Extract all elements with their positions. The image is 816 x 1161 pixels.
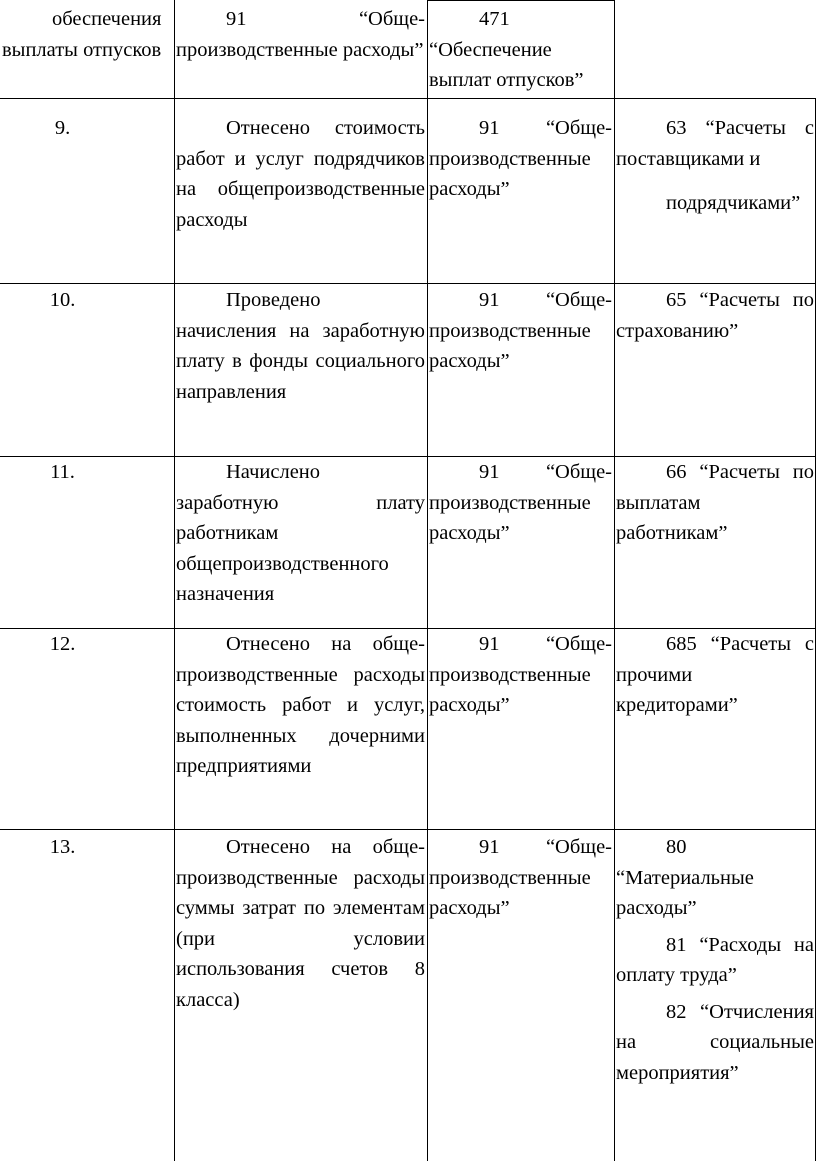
row-11-credit: 66 “Расчеты по выплатам работникам” <box>616 461 814 544</box>
row-13-credit-line-3: 82 “Отчисления на социальные мероприятия” <box>616 1000 814 1084</box>
row-12-operation: Отнесено на обще-производственные расходы стоимость работ и услуг, выполненных дочерними предприятиями <box>176 633 425 777</box>
row-9-debit: 91 “Обще-производственные расходы” <box>429 117 612 200</box>
row-10-operation: Проведено начисления на заработную плату в фонды социального направления <box>176 289 425 403</box>
row-border <box>0 283 816 284</box>
row-11-operation: Начислено заработную плату работникам общепроизводственного назначения <box>176 461 425 605</box>
row-9-operation: Отнесено стоимость работ и услуг подрядчиков на общепроизводственные расходы <box>176 117 425 231</box>
row-0-credit: 471 “Обеспечение выплат отпусков” <box>429 8 584 91</box>
row-13-debit: 91 “Обще-производственные расходы” <box>429 836 612 919</box>
row-13-credit-line-2: 81 “Расходы на оплату труда” <box>616 933 814 986</box>
row-12-debit: 91 “Обще-производственные расходы” <box>429 633 612 716</box>
row-10-debit: 91 “Обще-производственные расходы” <box>429 289 612 372</box>
row-9-number: 9. <box>54 117 71 139</box>
col-divider-3 <box>614 0 615 1161</box>
row-13-credit-line-1: 80 “Материальные расходы” <box>616 836 754 919</box>
row-13-operation: Отнесено на обще-производственные расходы суммы затрат по элементам (при условии использования счетов 8 класса) <box>176 836 425 1011</box>
row-0-debit: 91 “Обще-производственные расходы” <box>176 8 425 61</box>
col-divider-1 <box>174 0 175 1161</box>
row-border <box>0 829 816 830</box>
row-12-number: 12. <box>49 633 76 655</box>
row-13-credit <box>616 832 814 1088</box>
row-9-credit <box>616 113 814 219</box>
row-9-credit-line-2: подрядчиками” <box>666 192 801 214</box>
row-12-credit: 685 “Расчеты с прочими кредиторами” <box>616 633 814 716</box>
row-10-credit: 65 “Расчеты по страхованию” <box>616 289 814 342</box>
row-border-top <box>427 0 615 1</box>
row-10-number: 10. <box>49 289 76 311</box>
col-divider-2 <box>427 0 428 1161</box>
row-9-credit-line-1: 63 “Расчеты с поставщиками и <box>616 117 814 170</box>
row-13-number: 13. <box>49 836 76 858</box>
row-11-debit: 91 “Обще-производственные расходы” <box>429 461 612 544</box>
row-11-number: 11. <box>50 461 75 483</box>
row-0-operation: обеспечения выплаты отпусков <box>2 8 162 61</box>
row-border <box>0 98 816 99</box>
